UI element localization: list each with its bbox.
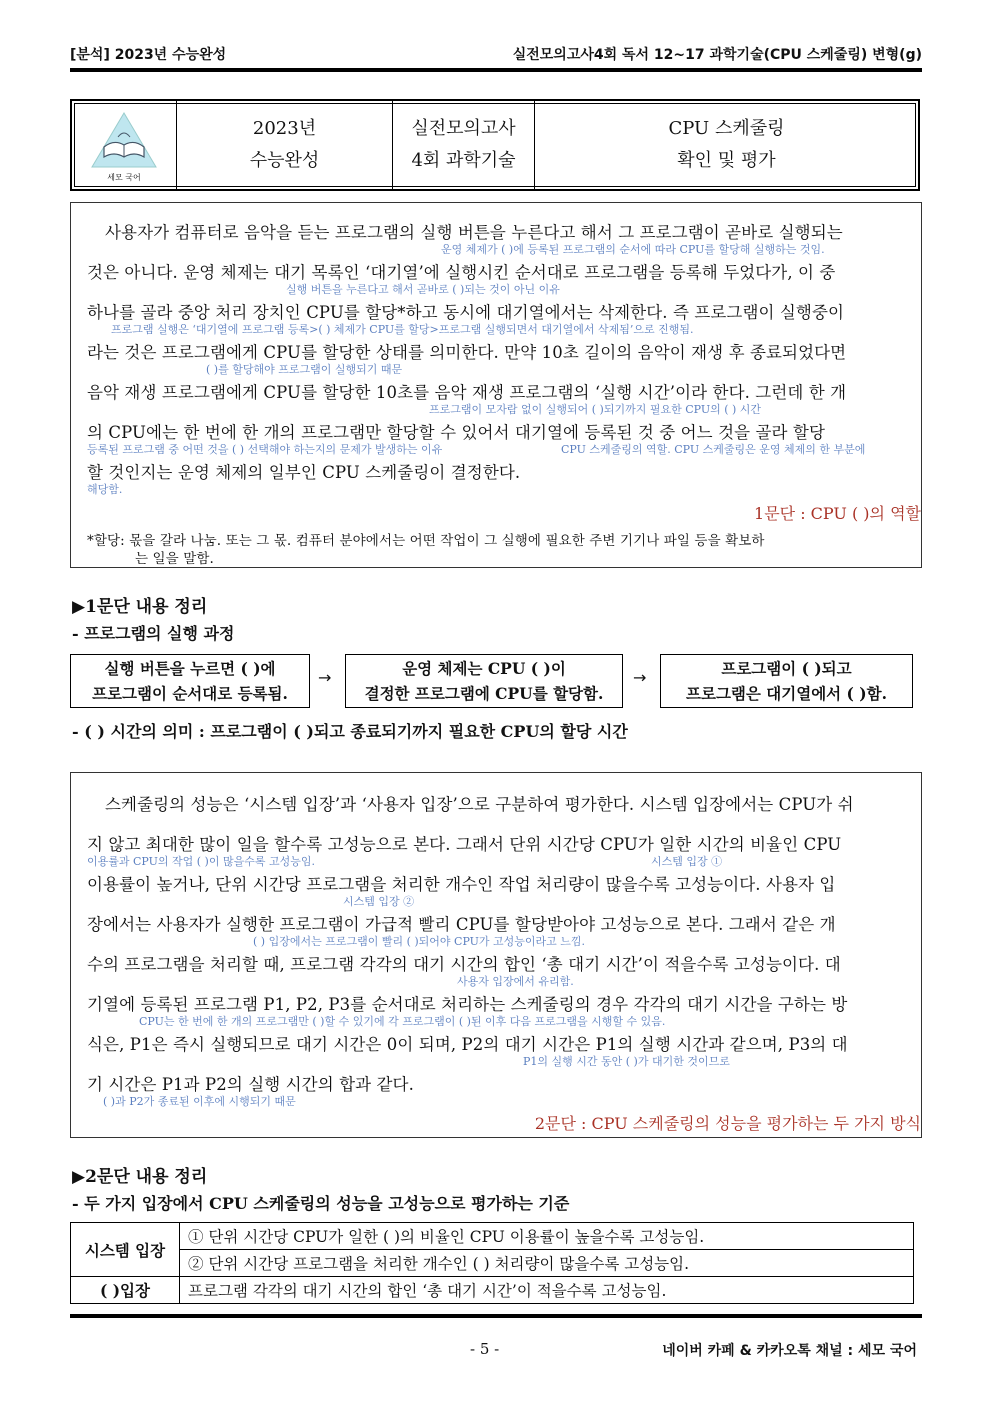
flow-step-3-line-1: 프로그램이 ( )되고: [721, 659, 852, 678]
title-round: 4회 과학기술: [411, 150, 516, 171]
para2-annotation-4: ( ) 입장에서는 프로그램이 빨리 ( )되어야 CPU가 고성능이라고 느낌.: [253, 935, 586, 948]
section1-subtitle: - 프로그램의 실행 과정: [72, 624, 235, 643]
flow-step-1-line-1: 실행 버튼을 누르면 ( )에: [104, 659, 276, 678]
para2-line-3: 이용률이 높거나, 단위 시간당 프로그램을 처리한 개수인 작업 처리량이 많을수록 고성능이다. 사용자 입: [87, 875, 836, 894]
para1-line-2: 것은 아니다. 운영 체제는 대기 목록인 ‘대기열’에 실행시킨 순서대로 프로그램을 등록해 두었다가, 이 중: [87, 263, 836, 282]
para1-annotation-5: 프로그램이 모자람 없이 실행되어 ( )되기까지 필요한 CPU의 ( ) 시간: [429, 403, 762, 416]
para2-annotation-1: 이용률과 CPU의 작업 ( )이 많을수록 고성능임.: [87, 855, 315, 868]
para2-line-7: 식은, P1은 즉시 실행되므로 대기 시간은 0이 되며, P2의 대기 시간은 P1의 실행 시간과 같으며, P3의 대: [87, 1035, 848, 1054]
para1-annotation-4: ( )를 할당해야 프로그램이 실행되기 때문: [206, 363, 403, 376]
flow-step-1-line-2: 프로그램이 순서대로 등록됨.: [92, 684, 288, 703]
para1-line-5: 음악 재생 프로그램에게 CPU를 할당한 10초를 음악 재생 프로그램의 ‘실행 시간’이라 한다. 그런데 한 개: [87, 383, 847, 402]
title-purpose: 확인 및 평가: [677, 150, 776, 171]
para1-annotation-1: 운영 체제가 ( )에 등록된 프로그램의 순서에 따라 CPU를 할당해 실행하는 것임.: [441, 243, 825, 256]
para1-annotation-2: 실행 버튼을 누른다고 해서 곧바로 ( )되는 것이 아닌 이유: [286, 283, 560, 296]
para2-annotation-8: ( )과 P2가 종료된 이후에 시행되기 때문: [103, 1095, 296, 1108]
title-box: [70, 99, 920, 191]
para2-annotation-6: CPU는 한 번에 한 개의 프로그램만 ( )할 수 있기에 각 프로그램이 ( )된 이후 다음 프로그램을 시행할 수 있음.: [139, 1015, 666, 1028]
user-criterion: 프로그램 각각의 대기 시간의 합인 ‘총 대기 시간’이 적을수록 고성능임.: [180, 1277, 914, 1304]
title-exam: 실전모의고사: [411, 118, 516, 139]
para1-annotation-8: 해당함.: [87, 483, 123, 496]
footer-rule: [70, 1314, 922, 1318]
para1-footnote-2: 는 일을 말함.: [135, 551, 214, 567]
book-logo-icon: [84, 107, 164, 179]
para2-annotation-7: P1의 실행 시간 동안 ( )가 대기한 것이므로: [523, 1055, 730, 1068]
page-number: - 5 -: [470, 1340, 500, 1358]
flow-arrow-2: →: [633, 668, 647, 687]
title-topic: CPU 스케줄링: [668, 118, 785, 139]
user-label-cell: ( )입장: [71, 1277, 180, 1304]
para1-line-7: 할 것인지는 운영 체제의 일부인 CPU 스케줄링이 결정한다.: [87, 463, 521, 482]
para2-summary: 2문단 : CPU 스케줄링의 성능을 평가하는 두 가지 방식: [534, 1114, 921, 1133]
table-row: [71, 1250, 914, 1277]
title-year: 2023년: [252, 118, 317, 139]
flow-step-2: [345, 654, 623, 708]
logo-text: 세모 국어: [107, 173, 141, 182]
paragraph-2-box: [70, 772, 922, 1138]
para2-annotation-3: 시스템 입장 ②: [343, 895, 415, 908]
title-cell-exam: [393, 101, 535, 189]
system-criterion-2: ② 단위 시간당 프로그램을 처리한 개수인 ( ) 처리량이 많을수록 고성능임.: [180, 1250, 914, 1277]
table-row: [71, 1223, 914, 1250]
header-left: [분석] 2023년 수능완성: [70, 47, 227, 63]
para1-annotation-6: 등록된 프로그램 중 어떤 것을 ( ) 선택해야 하는지의 문제가 발생하는 이유: [87, 443, 443, 456]
section1-title: ▶1문단 내용 정리: [72, 597, 208, 617]
title-cell-topic: [535, 101, 918, 189]
para1-line-3: 하나를 골라 중앙 처리 장치인 CPU를 할당*하고 동시에 대기열에서는 삭제한다. 즉 프로그램이 실행중이: [87, 303, 845, 322]
para1-annotation-3: 프로그램 실행은 ‘대기열에 프로그램 등록>( ) 체제가 CPU를 할당>프로그램 실행되면서 대기열에서 삭제됨’으로 진행됨.: [111, 323, 694, 336]
para2-line-4: 장에서는 사용자가 실행한 프로그램이 가급적 빨리 CPU를 할당받아야 고성능으로 본다. 그래서 같은 개: [87, 915, 836, 934]
section1-meaning: - ( ) 시간의 의미 : 프로그램이 ( )되고 종료되기까지 필요한 CPU의 할당 시간: [72, 722, 628, 741]
flow-step-2-line-2: 결정한 프로그램에 CPU를 할당함.: [364, 684, 604, 703]
criteria-table: [70, 1222, 914, 1304]
header-right: 실전모의고사4회 독서 12~17 과학기술(CPU 스케줄링) 변형(g): [512, 47, 922, 63]
system-criterion-1: ① 단위 시간당 CPU가 일한 ( )의 비율인 CPU 이용률이 높을수록 고성능임.: [180, 1223, 914, 1250]
footer-right: 네이버 카페 & 카카오톡 채널 : 세모 국어: [662, 1343, 917, 1359]
para1-line-6: 의 CPU에는 한 번에 한 개의 프로그램만 할당할 수 있어서 대기열에 등록된 것 중 어느 것을 골라 할당: [87, 423, 825, 442]
title-cell-year: [177, 101, 393, 189]
title-book: 수능완성: [249, 150, 320, 171]
section2-title: ▶2문단 내용 정리: [72, 1167, 208, 1187]
paragraph-1-box: [70, 202, 922, 568]
flow-arrow-1: →: [318, 668, 332, 687]
para1-annotation-7: CPU 스케줄링의 역할. CPU 스케줄링은 운영 체제의 한 부분에: [561, 443, 866, 456]
system-label-cell: 시스템 입장: [71, 1223, 180, 1277]
table-row: [71, 1277, 914, 1304]
flow-step-1: [70, 654, 310, 708]
para1-line-1: 사용자가 컴퓨터로 음악을 듣는 프로그램의 실행 버튼을 누른다고 해서 그 프로그램이 곧바로 실행되는: [105, 223, 843, 242]
para1-summary: 1문단 : CPU ( )의 역할: [754, 504, 921, 523]
flow-step-3-line-2: 프로그램은 대기열에서 ( )함.: [686, 684, 887, 703]
para2-annotation-5: 사용자 입장에서 유리함.: [457, 975, 574, 988]
flow-step-2-line-1: 운영 체제는 CPU ( )이: [402, 659, 566, 678]
para2-line-1: 스케줄링의 성능은 ‘시스템 입장’과 ‘사용자 입장’으로 구분하여 평가한다. 시스템 입장에서는 CPU가 쉬: [105, 795, 854, 814]
para2-line-6: 기열에 등록된 프로그램 P1, P2, P3를 순서대로 처리하는 스케줄링의 경우 각각의 대기 시간을 구하는 방: [87, 995, 848, 1014]
flow-step-3: [660, 654, 913, 708]
para2-annotation-2: 시스템 입장 ①: [651, 855, 723, 868]
logo-cell: [72, 101, 177, 189]
para2-line-5: 수의 프로그램을 처리할 때, 프로그램 각각의 대기 시간의 합인 ‘총 대기 시간’이 적을수록 고성능이다. 대: [87, 955, 841, 974]
section2-subtitle: - 두 가지 입장에서 CPU 스케줄링의 성능을 고성능으로 평가하는 기준: [72, 1194, 570, 1213]
para2-line-2: 지 않고 최대한 많이 일을 할수록 고성능으로 본다. 그래서 단위 시간당 CPU가 일한 시간의 비율인 CPU: [87, 835, 842, 854]
para2-line-8: 기 시간은 P1과 P2의 실행 시간의 합과 같다.: [87, 1075, 414, 1094]
header-rule: [70, 68, 922, 72]
para1-line-4: 라는 것은 프로그램에게 CPU를 할당한 상태를 의미한다. 만약 10초 길이의 음악이 재생 후 종료되었다면: [87, 343, 847, 362]
para1-footnote-1: *할당: 몫을 갈라 나눔. 또는 그 몫. 컴퓨터 분야에서는 어떤 작업이 그 실행에 필요한 주변 기기나 파일 등을 확보하: [87, 533, 765, 549]
